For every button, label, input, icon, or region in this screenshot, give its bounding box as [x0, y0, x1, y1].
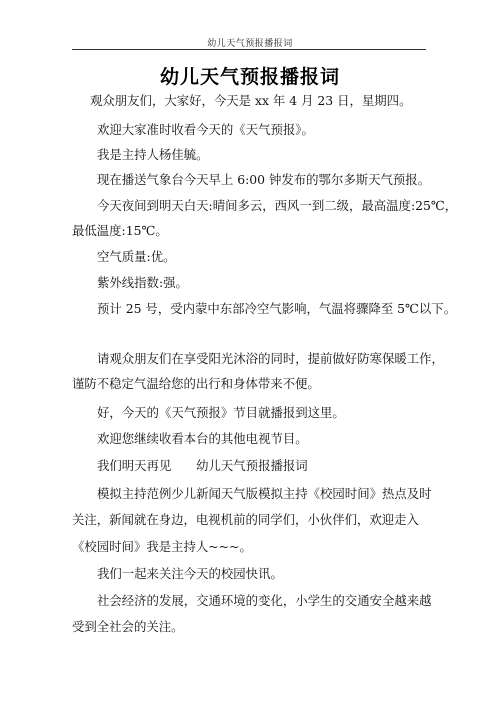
- paragraph-safety-line1: 社会经济的发展，交通环境的变化，小学生的交通安全越来越: [97, 593, 432, 608]
- paragraph-welcome: 欢迎大家准时收看今天的《天气预报》。: [97, 122, 314, 137]
- paragraph-forecast-line1: 今天夜间到明天白天:晴间多云，西风一到二级，最高温度:25℃，: [97, 198, 458, 213]
- paragraph-closing: 好，今天的《天气预报》节目就播报到这里。: [97, 405, 345, 420]
- paragraph-host: 我是主持人杨佳毓。: [97, 147, 209, 162]
- page-title: 幼儿天气预报播报词: [159, 66, 340, 88]
- paragraph-forecast-line2: 最低温度:15℃。: [72, 223, 168, 238]
- paragraph-air-quality: 空气质量:优。: [97, 249, 176, 264]
- paragraph-continue: 欢迎您继续收看本台的其他电视节目。: [97, 431, 308, 446]
- header-divider: [72, 49, 426, 50]
- running-header: 幼儿天气预报播报词: [207, 39, 293, 49]
- paragraph-greeting: 观众朋友们，大家好，今天是 xx 年 4 月 23 日，星期四。: [90, 93, 412, 108]
- paragraph-uv-index: 紫外线指数:强。: [97, 275, 188, 290]
- paragraph-school-intro-line1: 模拟主持范例少儿新闻天气版模拟主持《校园时间》热点及时: [97, 486, 432, 501]
- paragraph-school-news: 我们一起来关注今天的校园快讯。: [97, 566, 283, 581]
- paragraph-school-intro-line2: 关注，新闻就在身边，电视机前的同学们，小伙伴们，欢迎走入: [72, 512, 419, 527]
- paragraph-school-intro-line3: 《校园时间》我是主持人~~~。: [72, 539, 252, 554]
- paragraph-safety-line2: 受到全社会的关注。: [72, 619, 184, 634]
- paragraph-advice-line2: 谨防不稳定气温给您的出行和身体带来不便。: [72, 376, 320, 391]
- paragraph-goodbye: 我们明天再见 幼儿天气预报播报词: [97, 458, 308, 473]
- paragraph-broadcast-intro: 现在播送气象台今天早上 6:00 钟发布的鄂尔多斯天气预报。: [97, 172, 431, 187]
- paragraph-advice-line1: 请观众朋友们在享受阳光沐浴的同时，提前做好防寒保暖工作，: [97, 351, 444, 366]
- paragraph-outlook: 预计 25 号，受内蒙中东部冷空气影响，气温将骤降至 5℃以下。: [97, 301, 457, 316]
